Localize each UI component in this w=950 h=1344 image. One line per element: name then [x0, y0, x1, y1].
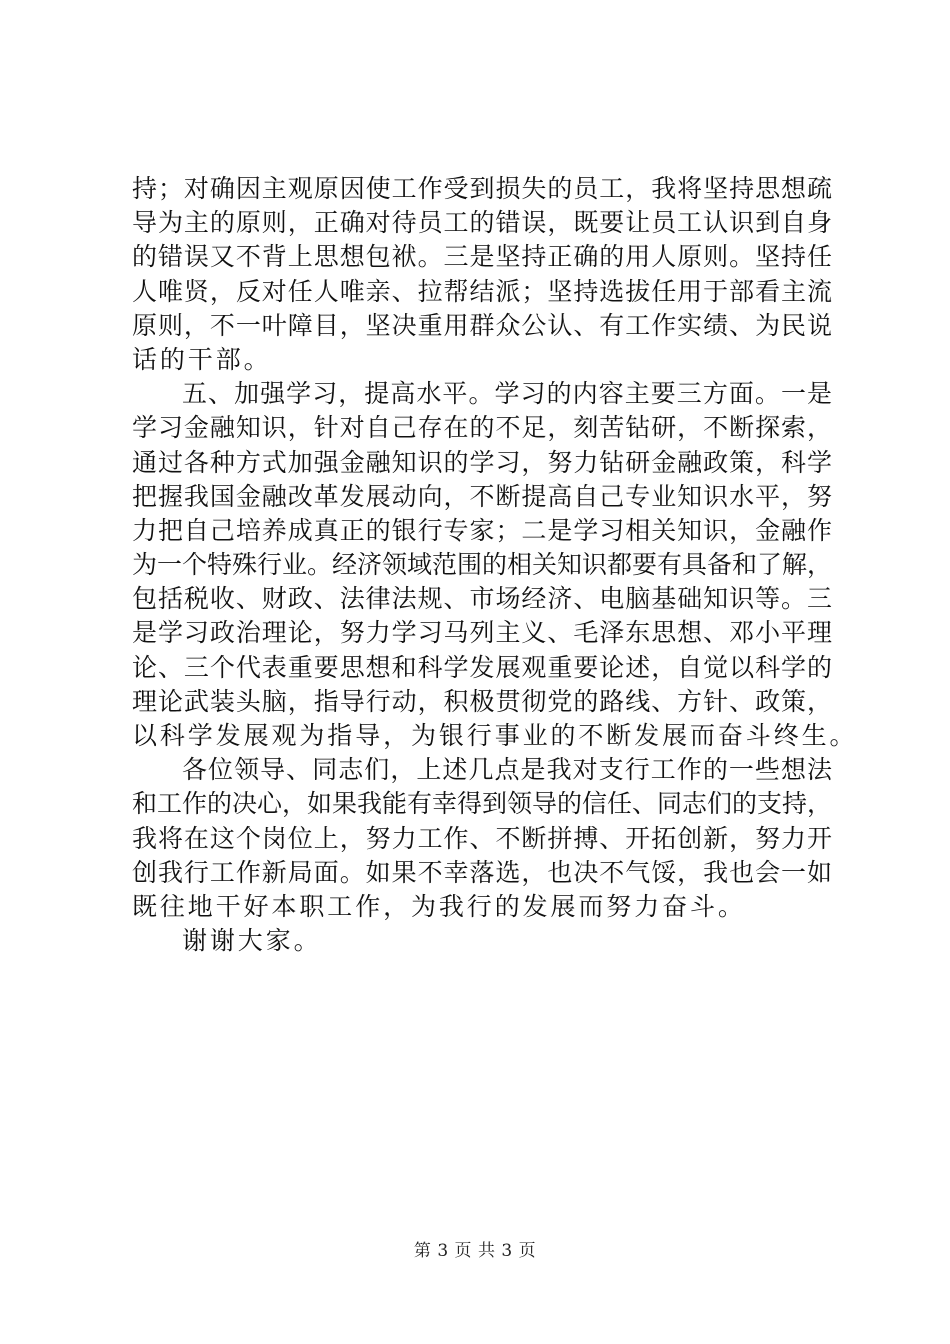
text-line: 人唯贤，反对任人唯亲、拉帮结派；坚持选拔任用于部看主流 — [132, 276, 832, 306]
text-line: 把握我国金融改革发展动向，不断提高自己专业知识水平，努 — [132, 481, 832, 511]
text-line: 持；对确因主观原因使工作受到损失的员工，我将坚持思想疏 — [132, 174, 832, 203]
text-line: 谢谢大家。 — [182, 926, 322, 956]
text-line: 的错误又不背上思想包袱。三是坚持正确的用人原则。坚持任 — [132, 242, 832, 272]
text-line: 以科学发展观为指导，为银行事业的不断发展而奋斗终生。 — [132, 721, 858, 750]
text-line: 各位领导、同志们，上述几点是我对支行工作的一些想法 — [182, 755, 832, 785]
text-line: 创我行工作新局面。如果不幸落选，也决不气馁，我也会一如 — [132, 857, 832, 887]
page-footer: 第 3 页 共 3 页 — [413, 1241, 537, 1261]
text-line: 五、加强学习，提高水平。学习的内容主要三方面。一是 — [182, 379, 832, 409]
text-line: 学习金融知识，针对自己存在的不足，刻苦钻研，不断探索， — [132, 413, 832, 443]
text-line: 力把自己培养成真正的银行专家；二是学习相关知识，金融作 — [132, 515, 832, 545]
text-line: 和工作的决心，如果我能有幸得到领导的信任、同志们的支持， — [132, 789, 833, 819]
text-line: 导为主的原则，正确对待员工的错误，既要让员工认识到自身 — [132, 208, 832, 238]
text-line: 包括税收、财政、法律法规、市场经济、电脑基础知识等。三 — [132, 584, 832, 614]
text-line: 通过各种方式加强金融知识的学习，努力钻研金融政策，科学 — [132, 447, 832, 477]
text-line: 是学习政治理论，努力学习马列主义、毛泽东思想、邓小平理 — [132, 618, 832, 648]
text-line: 原则，不一叶障目，坚决重用群众公认、有工作实绩、为民说 — [132, 310, 832, 340]
text-line: 既往地干好本职工作，为我行的发展而努力奋斗。 — [132, 891, 746, 921]
text-line: 理论武装头脑，指导行动，积极贯彻党的路线、方针、政策， — [132, 686, 832, 716]
text-line: 话的干部。 — [132, 344, 272, 374]
text-line: 我将在这个岗位上，努力工作、不断拼搏、开拓创新，努力开 — [132, 823, 832, 853]
text-line: 论、三个代表重要思想和科学发展观重要论述，自觉以科学的 — [132, 652, 832, 682]
document-body — [132, 172, 858, 958]
text-line: 为一个特殊行业。经济领域范围的相关知识都要有具备和了解， — [132, 550, 833, 580]
